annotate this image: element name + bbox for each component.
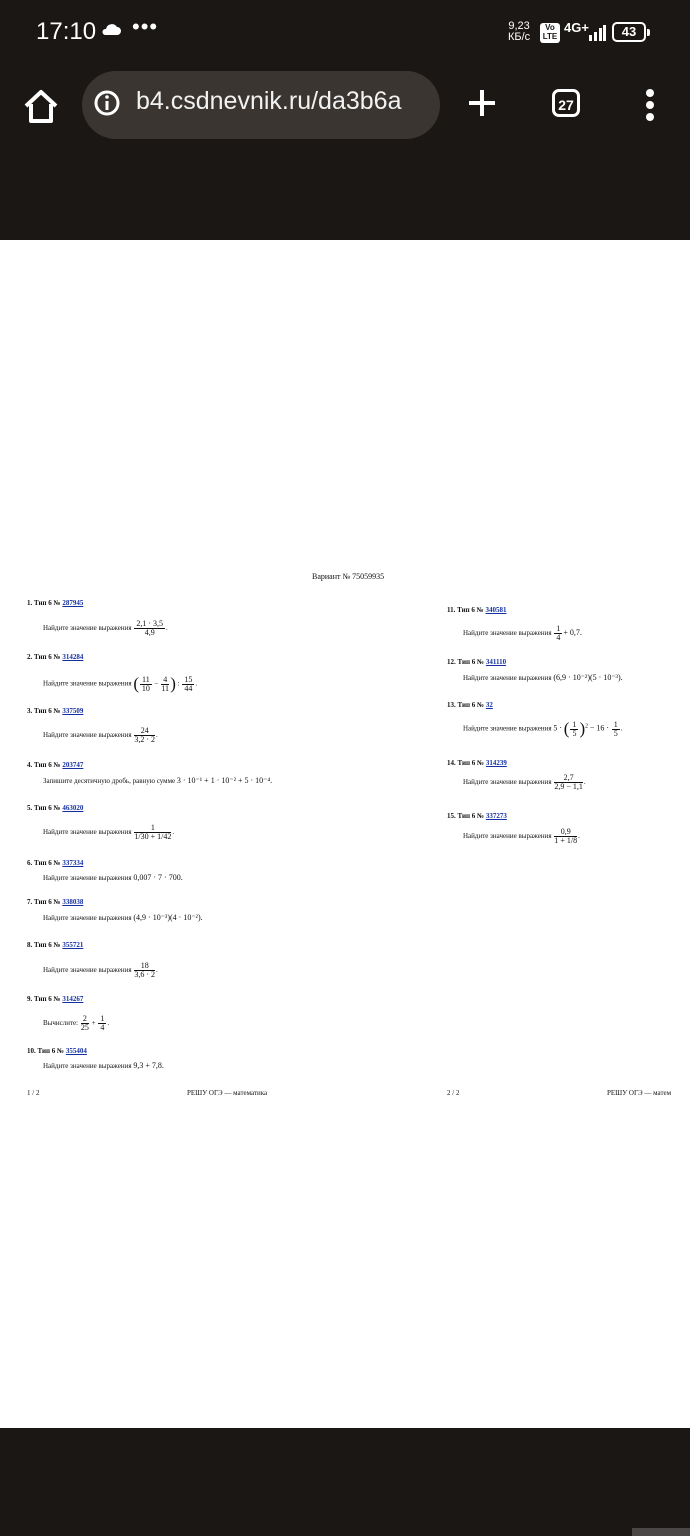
- task-link[interactable]: 355404: [65, 1047, 87, 1055]
- task-10: 10. Тип 6 № 355404: [27, 1047, 87, 1055]
- task-3-expression: Найдите значение выражения $\frac{24}{3,2 \cdot 2}$ .: [43, 726, 158, 744]
- browser-toolbar: [0, 66, 690, 155]
- task-link[interactable]: 314267: [62, 995, 84, 1003]
- task-link[interactable]: 340581: [485, 606, 507, 614]
- address-bar[interactable]: [82, 71, 440, 139]
- task-6-expression: Найдите значение выражения 0,007 · 7 · 700.: [43, 873, 183, 882]
- footer-title-right: РЕШУ ОГЭ — матем: [607, 1089, 672, 1097]
- task-link[interactable]: 337334: [62, 859, 84, 867]
- task-link[interactable]: 463020: [62, 804, 84, 812]
- status-time: 17:10: [36, 18, 97, 45]
- task-3: 3. Тип 6 № 337509: [27, 707, 84, 715]
- footer-page-right: 2 / 2: [447, 1089, 460, 1097]
- task-11-expression: Найдите значение выражения $\frac{1}{4}$ + 0,7.: [463, 624, 582, 642]
- task-14-expression: Найдите значение выражения $\frac{2,7}{2,9 - 1,1}$ .: [463, 773, 586, 791]
- task-15-expression: Найдите значение выражения $\frac{0,9}{1 + 1/8}$ .: [463, 827, 580, 845]
- dark-viewer-area: [0, 154, 690, 240]
- task-11: 11. Тип 6 № 340581: [447, 606, 507, 614]
- menu-icon[interactable]: [644, 89, 656, 121]
- task-2-expression: Найдите значение выражения ( $\frac{11}{10}$ − $\frac{4}{11}$ ) : $\frac{15}{44}$ .: [43, 674, 198, 693]
- task-14: 14. Тип 6 № 314239: [447, 759, 507, 767]
- more-notifications-icon: •••: [132, 14, 159, 39]
- tab-switcher-button[interactable]: 27: [552, 89, 580, 117]
- task-link[interactable]: 32: [485, 701, 493, 709]
- task-1: 1. Тип 6 № 287945: [27, 599, 84, 607]
- task-4: 4. Тип 6 № 203747: [27, 761, 84, 769]
- task-9: 9. Тип 6 № 314267: [27, 995, 84, 1003]
- battery-indicator: 43: [612, 22, 646, 42]
- task-12-expression: Найдите значение выражения (6,9 · 10⁻²)(5 · 10⁻³).: [463, 673, 623, 682]
- task-15: 15. Тип 6 № 337273: [447, 812, 507, 820]
- task-7-expression: Найдите значение выражения (4,9 · 10⁻³)(4 · 10⁻²).: [43, 913, 203, 922]
- task-2: 2. Тип 6 № 314284: [27, 653, 84, 661]
- network-type: 4G+: [564, 20, 589, 35]
- footer-page-left: 1 / 2: [27, 1089, 40, 1097]
- status-bar: [0, 0, 690, 66]
- home-icon[interactable]: [20, 86, 62, 128]
- footer-title-left: РЕШУ ОГЭ — математика: [187, 1089, 268, 1097]
- task-8: 8. Тип 6 № 355721: [27, 941, 84, 949]
- task-link[interactable]: 203747: [62, 761, 84, 769]
- new-tab-icon[interactable]: [466, 87, 498, 119]
- task-link[interactable]: 287945: [62, 599, 84, 607]
- url-text: b4.csdnevnik.ru/da3b6a: [136, 87, 402, 115]
- network-speed: 9,23 КБ/с: [508, 20, 531, 43]
- navigation-handle[interactable]: [632, 1528, 690, 1536]
- bottom-dark-area: [0, 1428, 690, 1536]
- task-5: 5. Тип 6 № 463020: [27, 804, 84, 812]
- task-link[interactable]: 314284: [62, 653, 84, 661]
- task-10-expression: Найдите значение выражения 9,3 + 7,8.: [43, 1061, 164, 1070]
- task-13-expression: Найдите значение выражения 5 · ( $\frac{1}{5}$ )$^2$ − 16 · $\frac{1}{5}$ .: [463, 719, 623, 738]
- task-link[interactable]: 341110: [485, 658, 507, 666]
- cloud-icon: [100, 24, 122, 36]
- task-link[interactable]: 337273: [485, 812, 507, 820]
- signal-icon: [588, 25, 606, 41]
- task-link[interactable]: 314239: [485, 759, 507, 767]
- task-4-expression: Запишите десятичную дробь, равную сумме 3 · 10⁻¹ + 1 · 10⁻² + 5 · 10⁻⁴.: [43, 776, 273, 785]
- task-link[interactable]: 355721: [62, 941, 84, 949]
- task-12: 12. Тип 6 № 341110: [447, 658, 507, 666]
- task-8-expression: Найдите значение выражения $\frac{18}{3,6 \cdot 2}$ .: [43, 961, 158, 979]
- info-icon[interactable]: [94, 90, 120, 116]
- task-7: 7. Тип 6 № 338038: [27, 898, 84, 906]
- task-13: 13. Тип 6 № 32: [447, 701, 493, 709]
- variant-title: Вариант № 75059935: [312, 572, 385, 581]
- task-link[interactable]: 338038: [62, 898, 84, 906]
- task-5-expression: Найдите значение выражения $\frac{1}{1/30 + 1/42}$ .: [43, 823, 175, 841]
- task-9-expression: Вычислите: $\frac{2}{25}$ + $\frac{1}{4}$ .: [43, 1014, 110, 1032]
- pdf-document: [0, 240, 690, 1428]
- task-link[interactable]: 337509: [62, 707, 84, 715]
- task-6: 6. Тип 6 № 337334: [27, 859, 84, 867]
- task-1-expression: Найдите значение выражения $\frac{2,1 \cdot 3,5}{4,9}$ .: [43, 619, 168, 637]
- volte-badge: Vo LTE: [540, 23, 560, 43]
